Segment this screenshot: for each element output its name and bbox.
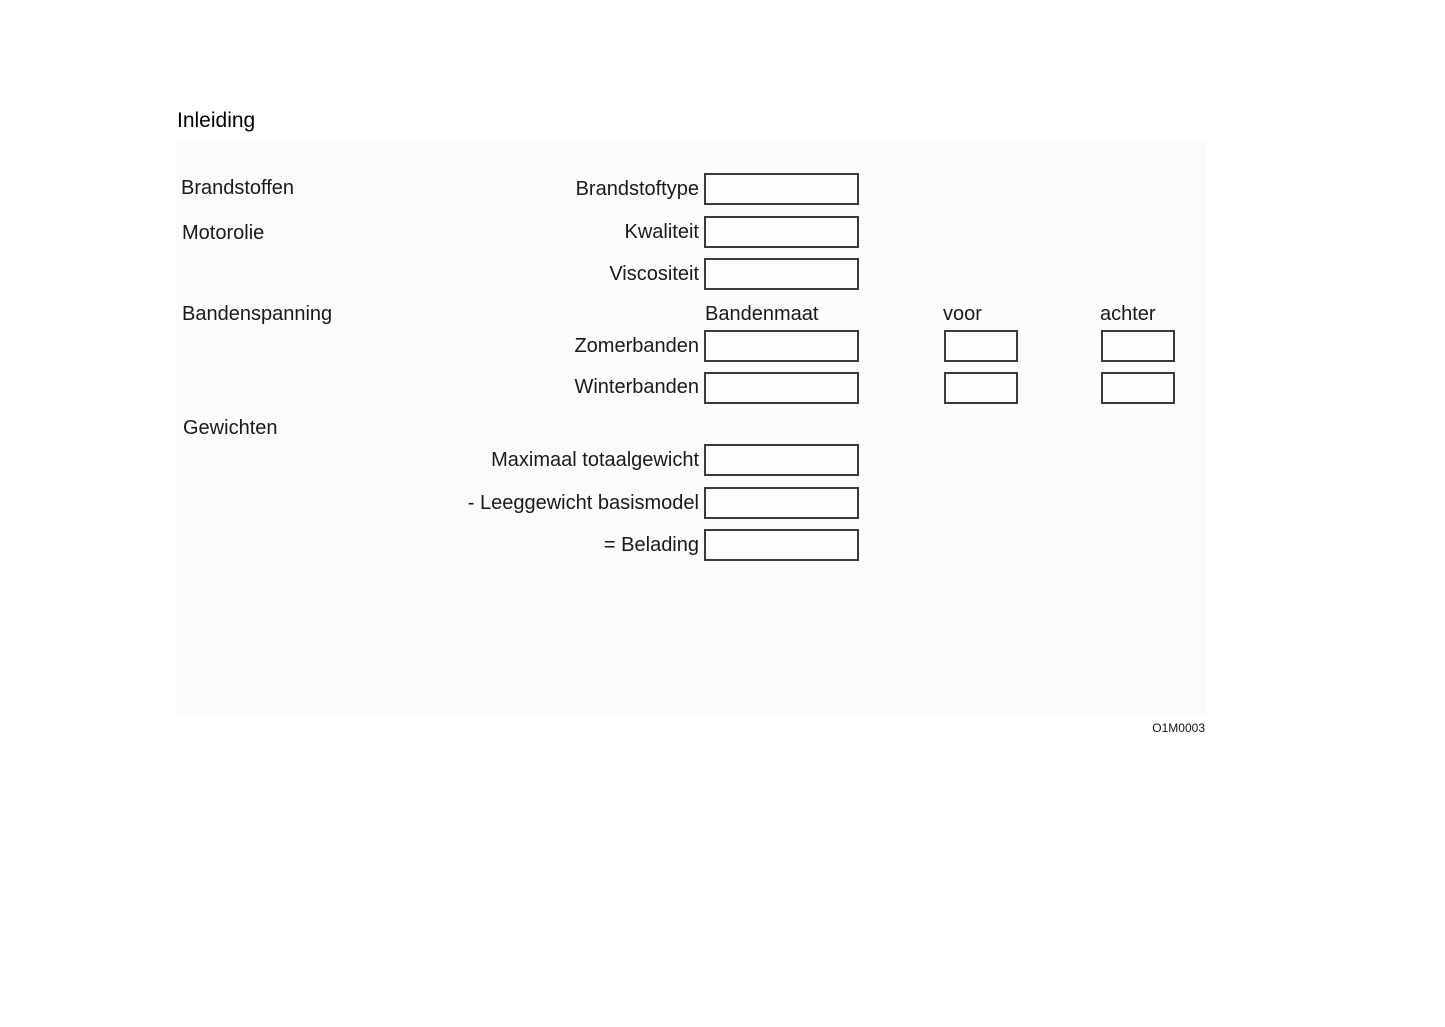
zomerbanden-achter-field[interactable] [1101,330,1175,362]
winterbanden-voor-field[interactable] [944,372,1018,404]
label-winterbanden: Winterbanden [574,376,699,398]
label-zomerbanden: Zomerbanden [574,335,699,357]
section-brandstoffen: Brandstoffen [181,177,295,199]
label-leeggewicht-basismodel: - Leeggewicht basismodel [467,492,699,514]
section-bandenspanning: Bandenspanning [182,303,333,325]
column-voor: voor [943,303,982,325]
maximaal-totaalgewicht-field[interactable] [704,444,859,476]
label-kwaliteit: Kwaliteit [624,221,699,243]
column-achter: achter [1100,303,1156,325]
column-bandenmaat: Bandenmaat [705,303,819,325]
viscositeit-field[interactable] [704,258,859,290]
kwaliteit-field[interactable] [704,216,859,248]
belading-field[interactable] [704,529,859,561]
reference-code: O1M0003 [1152,721,1205,735]
brandstoftype-field[interactable] [704,173,859,205]
zomerbanden-bandenmaat-field[interactable] [704,330,859,362]
label-belading: = Belading [603,534,699,556]
section-motorolie: Motorolie [182,222,265,244]
winterbanden-achter-field[interactable] [1101,372,1175,404]
page-title: Inleiding [177,109,256,132]
leeggewicht-basismodel-field[interactable] [704,487,859,519]
winterbanden-bandenmaat-field[interactable] [704,372,859,404]
label-brandstoftype: Brandstoftype [575,178,699,200]
label-viscositeit: Viscositeit [609,263,699,285]
section-gewichten: Gewichten [183,417,278,439]
label-maximaal-totaalgewicht: Maximaal totaalgewicht [491,449,699,471]
zomerbanden-voor-field[interactable] [944,330,1018,362]
